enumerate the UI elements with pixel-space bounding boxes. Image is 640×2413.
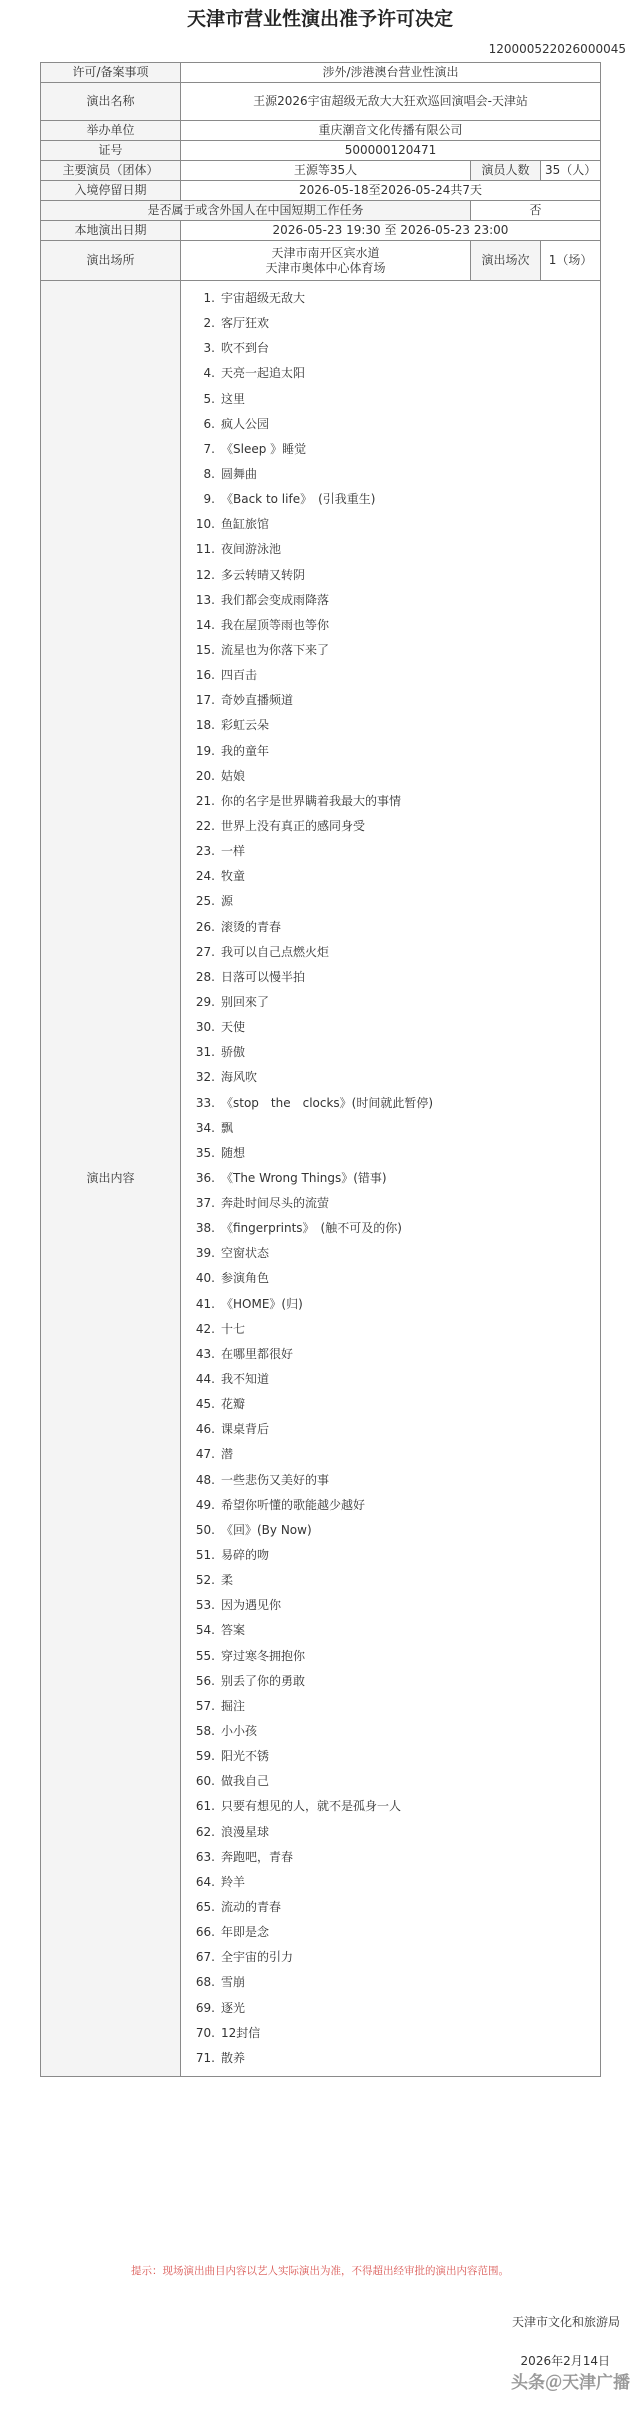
- row-license-type: [41, 63, 601, 83]
- program-item-title: 潜: [221, 1447, 234, 1462]
- program-item-title: 我的童年: [221, 743, 270, 758]
- program-item: [191, 462, 600, 487]
- license-type-label: 许可/备案事项: [41, 63, 181, 83]
- program-item: [191, 1442, 600, 1467]
- program-item-title: 多云转晴又转阴: [221, 567, 306, 582]
- program-item-title: 客厅狂欢: [221, 316, 270, 331]
- venue-line-2: 天津市奥体中心体育场: [265, 260, 386, 275]
- date-value: 2026-05-23 19:30 至 2026-05-23 23:00: [181, 221, 601, 241]
- program-item: [191, 1769, 600, 1794]
- program-item-number: 28.: [195, 969, 215, 984]
- program-item-title: 奔赴时间尽头的流萤: [221, 1196, 330, 1211]
- program-item: [191, 1895, 600, 1920]
- program-item-title: 柔: [221, 1573, 234, 1588]
- program-item: [191, 764, 600, 789]
- program-item-number: 57.: [195, 1698, 215, 1713]
- program-item: [191, 1945, 600, 1970]
- program-item-title: 日落可以慢半拍: [221, 969, 306, 984]
- program-item-title: 花瓣: [221, 1397, 246, 1412]
- program-item-number: 3.: [203, 341, 215, 356]
- program-item-number: 34.: [195, 1120, 215, 1135]
- program-item-number: 37.: [195, 1196, 215, 1211]
- foreign-work-label: 是否属于或含外国人在中国短期工作任务: [41, 201, 471, 221]
- program-item-number: 15.: [195, 642, 215, 657]
- program-item-number: 64.: [195, 1874, 215, 1889]
- program-item: [191, 537, 600, 562]
- program-item: [191, 1141, 600, 1166]
- content-cell: [181, 281, 601, 2077]
- program-item-number: 11.: [195, 542, 215, 557]
- row-date: [41, 221, 601, 241]
- program-item: [191, 1644, 600, 1669]
- row-content: [41, 281, 601, 2077]
- program-item-number: 30.: [195, 1020, 215, 1035]
- page-title: 天津市营业性演出准予许可决定: [186, 8, 453, 30]
- program-item-number: 67.: [195, 1950, 215, 1965]
- program-item-number: 26.: [195, 919, 215, 934]
- performer-value: 王源等35人: [181, 161, 471, 181]
- program-item-number: 21.: [195, 793, 215, 808]
- watermark: 头条＠天津广播: [511, 2373, 630, 2393]
- program-item-title: 骄傲: [221, 1045, 246, 1060]
- organizer-label: 举办单位: [41, 121, 181, 141]
- program-item: [191, 563, 600, 588]
- program-item: [191, 1970, 600, 1995]
- program-item: [191, 1468, 600, 1493]
- show-name-label: 演出名称: [41, 83, 181, 121]
- organizer-value: 重庆潮音文化传播有限公司: [181, 121, 601, 141]
- license-type-value: 涉外/涉港澳台营业性演出: [181, 63, 601, 83]
- program-item: [191, 1719, 600, 1744]
- program-item-title: 随想: [221, 1145, 246, 1160]
- program-item-title: 穿过寒冬拥抱你: [221, 1648, 306, 1663]
- program-item-number: 39.: [195, 1246, 215, 1261]
- program-item-title: 希望你听懂的歌能越少越好: [221, 1497, 366, 1512]
- program-item: [191, 915, 600, 940]
- program-item-title: 雪崩: [221, 1975, 246, 1990]
- program-item: [191, 1618, 600, 1643]
- program-item: [191, 1392, 600, 1417]
- program-item: [191, 1593, 600, 1618]
- program-item-number: 24.: [195, 869, 215, 884]
- program-item-title: 《The Wrong Things》(错事): [221, 1170, 387, 1185]
- program-item: [191, 1920, 600, 1945]
- program-item: [191, 412, 600, 437]
- program-item-number: 53.: [195, 1598, 215, 1613]
- program-item: [191, 1040, 600, 1065]
- program-item-number: 46.: [195, 1422, 215, 1437]
- program-item-number: 59.: [195, 1749, 215, 1764]
- program-item-title: 我们都会变成雨降落: [221, 592, 330, 607]
- headcount-label: 演员人数: [471, 161, 541, 181]
- program-item: [191, 336, 600, 361]
- program-item-number: 44.: [195, 1372, 215, 1387]
- program-item: [191, 512, 600, 537]
- program-item-title: 一样: [221, 844, 246, 859]
- permit-table: [40, 62, 601, 2077]
- row-foreign-work: [41, 201, 601, 221]
- program-item: [191, 814, 600, 839]
- program-item-number: 52.: [195, 1573, 215, 1588]
- program-item: [191, 487, 600, 512]
- program-item-number: 51.: [195, 1548, 215, 1563]
- program-item: [191, 638, 600, 663]
- program-item-title: 圆舞曲: [221, 466, 258, 481]
- program-item-number: 10.: [195, 517, 215, 532]
- program-item-title: 滚烫的青春: [221, 919, 282, 934]
- program-item-number: 27.: [195, 944, 215, 959]
- program-item-number: 69.: [195, 2000, 215, 2015]
- program-item-number: 56.: [195, 1673, 215, 1688]
- program-item: [191, 1568, 600, 1593]
- row-show-name: [41, 83, 601, 121]
- program-item-title: 飘: [221, 1120, 234, 1135]
- program-item-number: 25.: [195, 894, 215, 909]
- program-item: [191, 1266, 600, 1291]
- program-item: [191, 1996, 600, 2021]
- program-item: [191, 588, 600, 613]
- date-label: 本地演出日期: [41, 221, 181, 241]
- program-item-number: 35.: [195, 1145, 215, 1160]
- program-item-number: 62.: [195, 1824, 215, 1839]
- program-item-number: 6.: [203, 416, 215, 431]
- program-item: [191, 1870, 600, 1895]
- stay-label: 入境停留日期: [41, 181, 181, 201]
- program-item: [191, 713, 600, 738]
- program-item: [191, 1669, 600, 1694]
- program-item-title: 天亮一起追太阳: [221, 366, 306, 381]
- program-item-number: 18.: [195, 718, 215, 733]
- program-item-number: 38.: [195, 1221, 215, 1236]
- program-item-title: 我在屋顶等雨也等你: [221, 617, 330, 632]
- program-item-title: 《HOME》(归): [221, 1296, 303, 1311]
- program-item-title: 课桌背后: [221, 1422, 270, 1437]
- program-item: [191, 1191, 600, 1216]
- program-item-number: 66.: [195, 1925, 215, 1940]
- program-item-number: 8.: [203, 466, 215, 481]
- venue-value: [181, 241, 471, 281]
- program-item-title: 全宇宙的引力: [221, 1950, 294, 1965]
- program-item-number: 42.: [195, 1321, 215, 1336]
- program-item: [191, 1091, 600, 1116]
- program-item-number: 43.: [195, 1346, 215, 1361]
- program-item: [191, 839, 600, 864]
- program-item-number: 32.: [195, 1070, 215, 1085]
- program-item: [191, 1367, 600, 1392]
- program-item-number: 40.: [195, 1271, 215, 1286]
- program-item-title: 掘注: [221, 1698, 246, 1713]
- program-item-title: 空窗状态: [221, 1246, 270, 1261]
- program-item: [191, 1241, 600, 1266]
- program-item-title: 疯人公园: [221, 416, 270, 431]
- program-item-number: 49.: [195, 1497, 215, 1512]
- program-item-number: 20.: [195, 768, 215, 783]
- headcount-value: 35（人）: [541, 161, 601, 181]
- program-item-title: 《Sleep 》睡觉: [221, 441, 307, 456]
- program-item-title: 流星也为你落下来了: [221, 642, 330, 657]
- program-item-title: 夜间游泳池: [221, 542, 282, 557]
- program-item-number: 68.: [195, 1975, 215, 1990]
- program-item-title: 《stop the clocks》(时间就此暂停): [221, 1095, 434, 1110]
- program-item-number: 33.: [195, 1095, 215, 1110]
- program-item-title: 我不知道: [221, 1372, 270, 1387]
- stay-value: 2026-05-18至2026-05-24共7天: [181, 181, 601, 201]
- program-item-title: 别回來了: [221, 994, 270, 1009]
- program-item: [191, 1493, 600, 1518]
- cert-label: 证号: [41, 141, 181, 161]
- program-item-title: 因为遇见你: [221, 1598, 282, 1613]
- program-item-title: 易碎的吻: [221, 1548, 270, 1563]
- program-item: [191, 1845, 600, 1870]
- program-item-number: 54.: [195, 1623, 215, 1638]
- program-item-number: 58.: [195, 1724, 215, 1739]
- program-item: [191, 1342, 600, 1367]
- program-item: [191, 663, 600, 688]
- program-item-title: 参演角色: [221, 1271, 270, 1286]
- program-item: [191, 1744, 600, 1769]
- program-item-number: 65.: [195, 1900, 215, 1914]
- program-item-title: 在哪里都很好: [221, 1346, 294, 1361]
- program-item-title: 奔跑吧，青春: [221, 1849, 294, 1864]
- program-item: [191, 940, 600, 965]
- program-item-number: 12.: [195, 567, 215, 582]
- program-item-number: 1.: [203, 291, 215, 305]
- program-item-title: 小小孩: [221, 1724, 258, 1739]
- program-item-title: 《回》(By Now): [221, 1522, 312, 1537]
- program-item-number: 31.: [195, 1045, 215, 1060]
- program-item: [191, 1694, 600, 1719]
- program-item-title: 这里: [221, 391, 246, 406]
- program-list: [181, 281, 600, 2071]
- program-item-title: 《Back to life》 (引我重生): [221, 492, 376, 507]
- program-item-number: 55.: [195, 1648, 215, 1663]
- program-item: [191, 864, 600, 889]
- program-item-title: 年即是念: [221, 1925, 270, 1940]
- program-item-title: 阳光不锈: [221, 1749, 270, 1764]
- program-item-title: 四百击: [221, 668, 258, 683]
- program-item-number: 45.: [195, 1397, 215, 1412]
- program-item-number: 16.: [195, 668, 215, 683]
- row-stay: [41, 181, 601, 201]
- program-item-number: 47.: [195, 1447, 215, 1462]
- venue-label: 演出场所: [41, 241, 181, 281]
- program-item-number: 7.: [203, 441, 215, 456]
- program-item-title: 我可以自己点燃火炬: [221, 944, 330, 959]
- program-item-number: 70.: [195, 2025, 215, 2040]
- foreign-work-value: 否: [471, 201, 601, 221]
- program-item-title: 只要有想见的人，就不是孤身一人: [221, 1799, 402, 1814]
- performer-label: 主要演员（团体）: [41, 161, 181, 181]
- content-label: 演出内容: [41, 281, 181, 2077]
- program-item: [191, 688, 600, 713]
- program-item-title: 做我自己: [221, 1774, 270, 1789]
- program-item-title: 奇妙直播频道: [221, 693, 294, 708]
- program-item: [191, 387, 600, 412]
- row-cert: [41, 141, 601, 161]
- program-item-title: 海风吹: [221, 1070, 258, 1085]
- program-item: [191, 361, 600, 386]
- program-item: [191, 1116, 600, 1141]
- program-item-number: 60.: [195, 1774, 215, 1789]
- program-item-title: 逐光: [221, 2000, 246, 2015]
- program-item-title: 你的名字是世界瞒着我最大的事情: [221, 793, 402, 808]
- program-item-number: 22.: [195, 818, 215, 833]
- program-item-number: 48.: [195, 1472, 215, 1487]
- program-item: [191, 311, 600, 336]
- program-item: [191, 1317, 600, 1342]
- row-venue: [41, 241, 601, 281]
- program-item-number: 5.: [203, 391, 215, 406]
- program-item-title: 牧童: [221, 869, 246, 884]
- program-item-number: 14.: [195, 617, 215, 632]
- program-item-title: 羚羊: [221, 1874, 246, 1889]
- row-organizer: [41, 121, 601, 141]
- program-item-title: 世界上没有真正的感同身受: [221, 818, 366, 833]
- row-performer: [41, 161, 601, 181]
- program-item-number: 19.: [195, 743, 215, 758]
- program-item-number: 13.: [195, 592, 215, 607]
- program-item: [191, 1065, 600, 1090]
- program-item: [191, 965, 600, 990]
- program-item-title: 源: [221, 894, 234, 909]
- program-item-title: 《fingerprints》 (触不可及的你): [221, 1221, 402, 1236]
- sessions-label: 演出场次: [471, 241, 541, 281]
- program-item: [191, 1216, 600, 1241]
- program-item-number: 17.: [195, 693, 215, 708]
- notice-text: 提示：现场演出曲目内容以艺人实际演出为准，不得超出经审批的演出内容范围。: [131, 2265, 509, 2277]
- program-item: [191, 2046, 600, 2071]
- program-item: [191, 2021, 600, 2046]
- program-item-number: 2.: [203, 316, 215, 331]
- program-item-title: 答案: [221, 1623, 246, 1638]
- program-item: [191, 1166, 600, 1191]
- program-item: [191, 789, 600, 814]
- program-item-title: 别丢了你的勇敢: [221, 1673, 306, 1688]
- program-item-number: 41.: [195, 1296, 215, 1311]
- program-item-number: 36.: [195, 1170, 215, 1185]
- program-item: [191, 1292, 600, 1317]
- program-item-title: 十七: [221, 1321, 246, 1336]
- program-item: [191, 1794, 600, 1819]
- program-item-number: 61.: [195, 1799, 215, 1814]
- program-item: [191, 889, 600, 914]
- cert-value: 500000120471: [181, 141, 601, 161]
- program-item-number: 29.: [195, 994, 215, 1009]
- program-item-title: 吹不到台: [221, 341, 270, 356]
- program-item: [191, 437, 600, 462]
- program-item: [191, 739, 600, 764]
- program-item-title: 流动的青春: [221, 1900, 282, 1914]
- program-item-number: 4.: [203, 366, 215, 381]
- program-item-number: 50.: [195, 1522, 215, 1537]
- program-item: [191, 1820, 600, 1845]
- sessions-value: 1（场）: [541, 241, 601, 281]
- show-name-value: 王源2026宇宙超级无敌大大狂欢巡回演唱会-天津站: [181, 83, 601, 121]
- program-item-title: 散养: [221, 2050, 246, 2065]
- program-item-title: 浪漫星球: [221, 1824, 270, 1839]
- program-item-title: 一些悲伤又美好的事: [221, 1472, 330, 1487]
- program-item: [191, 990, 600, 1015]
- program-item: [191, 286, 600, 311]
- program-item-number: 63.: [195, 1849, 215, 1864]
- program-item-title: 彩虹云朵: [221, 718, 270, 733]
- venue-line-1: 天津市南开区宾水道: [271, 245, 380, 260]
- program-item-title: 宇宙超级无敌大: [221, 291, 306, 305]
- program-item-title: 姑娘: [221, 768, 246, 783]
- issue-date: 2026年2月14日: [520, 2354, 610, 2368]
- program-item: [191, 1543, 600, 1568]
- program-item: [191, 1518, 600, 1543]
- program-item-title: 12封信: [221, 2025, 261, 2040]
- program-item-number: 9.: [203, 492, 215, 507]
- issuer: 天津市文化和旅游局: [511, 2315, 620, 2329]
- document-number: 120000522026000045: [488, 42, 626, 56]
- program-item-title: 天使: [221, 1020, 246, 1035]
- program-item: [191, 1015, 600, 1040]
- program-item-number: 23.: [195, 844, 215, 859]
- program-item: [191, 1417, 600, 1442]
- program-item-number: 71.: [195, 2050, 215, 2065]
- program-item-title: 鱼缸旅馆: [221, 517, 270, 532]
- program-item: [191, 613, 600, 638]
